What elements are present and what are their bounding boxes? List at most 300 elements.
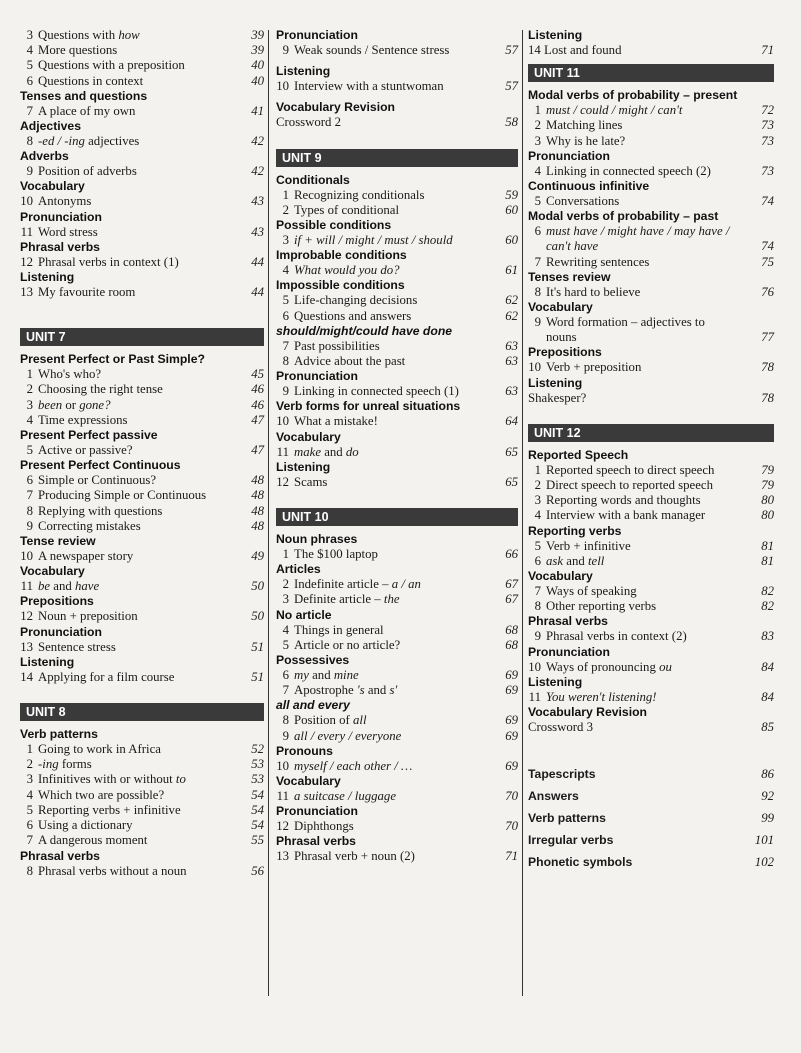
entry-title [38,74,143,88]
back-matter-entry [528,785,774,807]
entry-title [38,833,147,847]
page-number: 69 [505,683,518,698]
section-heading: Pronunciation [528,148,610,163]
entry-title [38,134,139,148]
page-number: 99 [761,811,774,826]
contents-entry [20,772,264,787]
entry-text: and [308,668,334,683]
entry-title [38,225,98,239]
entry-title: Verb patterns [528,811,606,826]
exercise-number: 5 [534,194,541,209]
page-number: 41 [251,103,264,118]
section-heading: Pronunciation [276,804,358,819]
entry-text: Crossword 3 [528,720,594,735]
exercise-number: 7 [282,338,289,353]
entry-italic-text: ask [546,553,564,568]
unit-heading: UNIT 11 [528,64,774,82]
entry-text: 14 Lost and found [528,43,622,57]
section-heading: Vocabulary [20,179,85,194]
section-heading: Reported Speech [528,447,629,462]
entry-italic-text: a suitcase / luggage [294,789,397,804]
exercise-number: 4 [282,263,289,278]
section-heading: Vocabulary Revision [528,705,647,720]
entry-title [38,772,186,786]
entry-text: It's hard to believe [546,284,641,299]
entry-italic-text: to [175,772,186,787]
exercise-number: 7 [26,488,33,503]
entry-text: Questions and answers [294,308,412,323]
entry-title [38,864,187,878]
section-heading: Vocabulary [528,569,593,584]
exercise-number: 3 [282,592,289,607]
entry-title [528,43,621,57]
section-heading: Prepositions [528,345,602,360]
entry-title [294,203,399,217]
contents-entry [528,720,774,735]
entry-italic-text: must / could / might / can't [546,103,683,118]
entry-italic-text: have [74,579,100,594]
contents-entry [276,683,518,698]
contents-entry [276,115,518,130]
contents-entry [276,263,518,278]
entry-text: Apostrophe [294,683,357,698]
exercise-number: 6 [26,818,33,833]
exercise-number: 2 [534,118,541,133]
entry-text: Matching lines [546,118,623,133]
exercise-number: 10 [20,549,33,564]
entry-text: Phrasal verbs without a noun [38,863,187,878]
entry-title [294,79,444,93]
page-number: 54 [251,787,264,802]
entry-italic-text: You weren't listening! [546,689,657,704]
entry-text: Applying for a film course [38,669,175,684]
page-number: 58 [505,115,518,130]
section-heading: Present Perfect Continuous [20,458,181,473]
page-number: 68 [505,637,518,652]
exercise-number: 2 [26,757,33,772]
entry-text: Time expressions [38,412,128,427]
spacer [276,490,518,508]
page-number: 74 [761,194,774,209]
exercise-number: 13 [276,849,289,864]
entry-title [38,367,101,381]
exercise-number: 1 [26,742,33,757]
exercise-number: 4 [534,163,541,178]
exercise-number: 12 [276,474,289,489]
page-number: 72 [761,103,774,118]
contents-entry [20,579,264,594]
contents-entry [528,539,774,554]
contents-entry [528,599,774,614]
exercise-number: 1 [534,103,541,118]
page-number: 57 [505,79,518,94]
contents-entry [20,134,264,149]
contents-entry [528,508,774,523]
spacer [20,685,264,703]
section-heading: Impossible conditions [276,278,405,293]
page-number: 50 [251,579,264,594]
entry-title [38,818,133,832]
entry-text: Simple or Continuous? [38,473,157,488]
section-heading: Adverbs [20,149,69,164]
contents-entry [20,194,264,209]
entry-text: Weak sounds / Sentence stress [294,43,450,57]
entry-title [294,233,453,247]
exercise-number: 10 [20,194,33,209]
contents-entry [528,584,774,599]
entry-title [294,547,378,561]
contents-entry [276,79,518,94]
entry-text: A place of my own [38,103,136,118]
page-number: 69 [505,728,518,743]
entry-title [546,224,729,238]
page-number: 78 [761,390,774,405]
section-heading: Tense review [20,534,96,549]
page-number: 69 [505,713,518,728]
entry-title [38,549,133,563]
page-number: 102 [754,855,774,870]
entry-title [38,164,137,178]
page-number: 57 [505,43,518,57]
entry-text: Correcting mistakes [38,518,141,533]
page-number: 85 [761,720,774,735]
exercise-number: 7 [282,683,289,698]
exercise-number: 4 [26,787,33,802]
entry-title [546,493,701,507]
exercise-number: 3 [534,133,541,148]
entry-text: Conversations [546,194,620,209]
contents-entry [20,443,264,458]
entry-title [38,488,206,502]
entry-title [294,623,384,637]
entry-text: The $100 laptop [294,547,378,562]
contents-entry [276,592,518,607]
contents-entry [528,239,774,254]
section-heading: Vocabulary [276,774,341,789]
page-number: 44 [251,285,264,300]
page-number: 54 [251,802,264,817]
entry-text: Indefinite article – [294,577,392,592]
page-number: 63 [505,384,518,399]
page-number: 60 [505,202,518,217]
exercise-number: 10 [528,360,541,375]
exercise-number: 1 [282,187,289,202]
unit-heading: UNIT 9 [276,149,518,167]
unit-heading: UNIT 7 [20,328,264,346]
entry-title [294,339,380,353]
section-heading: Adjectives [20,119,81,134]
back-matter-entry [528,807,774,829]
contents-entry [276,309,518,324]
entry-title [546,255,649,269]
section-heading: Listening [20,270,75,285]
section-heading: Pronunciation [20,209,102,224]
page-number: 48 [251,473,264,488]
page-number: 50 [251,609,264,624]
entry-title [546,478,713,492]
contents-entry [276,384,518,399]
exercise-number: 7 [534,584,541,599]
section-heading: Pronunciation [20,624,102,639]
entry-italic-text: -ed / -ing [38,134,85,149]
exercise-number: 3 [282,233,289,248]
exercise-number: 8 [26,134,33,149]
entry-text: Which two are possible? [38,787,165,802]
contents-entry [20,285,264,300]
entry-text: forms [58,757,92,772]
page-number: 74 [761,239,774,254]
entry-italic-text: 's [356,683,365,698]
page-number: 80 [761,493,774,508]
entry-italic-text: my [294,668,309,683]
page-number: 42 [251,164,264,179]
exercise-number: 6 [282,668,289,683]
entry-title [38,28,140,42]
entry-text: adjectives [84,134,140,149]
contents-entry [528,43,774,58]
entry-italic-text: What would you do? [294,263,400,278]
page-number: 81 [761,553,774,568]
contents-entry [20,225,264,240]
entry-text: and [364,683,390,698]
page-number: 39 [251,43,264,58]
section-heading: Tenses and questions [20,88,148,103]
page-number: 45 [251,367,264,382]
entry-text: and [321,444,346,459]
exercise-number: 2 [282,202,289,217]
exercise-number: 7 [26,833,33,848]
entry-text: Antonyms [38,194,92,209]
page-number: 75 [761,254,774,269]
contents-entry [276,354,518,369]
page-number: 59 [505,187,518,202]
exercise-number: 5 [534,538,541,553]
contents-entry [20,413,264,428]
contents-entry [528,134,774,149]
exercise-number: 8 [282,354,289,369]
entry-italic-text: gone? [79,397,111,412]
section-heading: Listening [528,375,583,390]
entry-title [38,58,185,72]
entry-italic-text: how [118,28,140,42]
entry-italic-text: all / every / everyone [294,728,402,743]
page-number: 86 [761,767,774,782]
page-number: 78 [761,360,774,375]
entry-title [294,414,378,428]
exercise-number: 9 [282,43,289,57]
entry-title [38,255,179,269]
section-heading: Verb forms for unreal situations [276,399,461,414]
exercise-number: 12 [20,609,33,624]
page-number: 51 [251,639,264,654]
entry-text: Verb + preposition [546,360,642,375]
entry-text: Choosing the right tense [38,382,163,397]
contents-entry [528,360,774,375]
exercise-number: 11 [528,689,541,704]
contents-entry [276,233,518,248]
entry-title [38,398,111,412]
entry-italic-text: ou [659,659,672,674]
exercise-number: 10 [276,79,289,94]
page-number: 66 [505,547,518,562]
entry-title [294,43,449,57]
contents-entry [20,58,264,73]
entry-title [38,43,117,57]
entry-title [38,609,138,623]
entry-italic-text: s' [389,683,398,698]
spacer [528,406,774,424]
entry-title [294,789,396,803]
contents-entry [20,803,264,818]
contents-entry [528,118,774,133]
entry-text: Direct speech to reported speech [546,478,713,493]
entry-title [546,584,637,598]
contents-entry [20,670,264,685]
entry-title [546,554,604,568]
contents-column-2 [276,28,518,865]
exercise-number: 8 [26,503,33,518]
section-heading: Phrasal verbs [528,614,608,629]
page-number: 47 [251,412,264,427]
exercise-number: 13 [20,639,33,654]
entry-text: Producing Simple or Continuous [38,488,207,503]
exercise-number: 2 [26,382,33,397]
entry-text: Position of [294,713,354,728]
entry-text: Diphthongs [294,819,354,834]
entry-italic-text: -ing [38,757,59,772]
contents-entry [20,398,264,413]
entry-text: Linking in connected speech (2) [546,163,711,178]
exercise-number: 1 [282,547,289,562]
page-number: 49 [251,549,264,564]
entry-text: Interview with a stuntwoman [294,79,444,94]
exercise-number: 4 [282,622,289,637]
exercise-number: 2 [282,577,289,592]
entry-title [38,742,161,756]
contents-column-1 [20,28,264,879]
page-number: 79 [761,462,774,477]
page-number: 71 [505,849,518,864]
section-heading: Modal verbs of probability – past [528,209,719,224]
contents-entry [20,382,264,397]
contents-entry [276,475,518,490]
exercise-number: 11 [20,224,33,239]
entry-text: Sentence stress [38,639,116,654]
exercise-number: 11 [20,579,33,594]
page-number: 73 [761,163,774,178]
contents-entry [276,339,518,354]
exercise-number: 5 [26,802,33,817]
exercise-number: 9 [26,164,33,179]
exercise-number: 6 [26,73,33,88]
entry-title [546,164,711,178]
entry-text: Why is he late? [546,133,626,148]
exercise-number: 12 [276,819,289,834]
contents-entry [276,445,518,460]
entry-text: Reporting words and thoughts [546,493,701,508]
page-number: 39 [251,28,264,42]
section-heading: Listening [276,64,331,79]
entry-title [38,670,174,684]
section-heading: Modal verbs of probability – present [528,88,738,103]
back-matter-entry [528,851,774,873]
contents-entry [276,789,518,804]
section-heading: Present Perfect passive [20,428,158,443]
entry-italic-text: if + will / might / must / should [294,233,453,248]
entry-text: Past possibilities [294,338,380,353]
entry-text: Reported speech to direct speech [546,462,715,477]
page-number: 43 [251,194,264,209]
entry-title [294,683,397,697]
page-number: 84 [761,689,774,704]
entry-title [294,475,327,489]
contents-entry [528,478,774,493]
exercise-number: 9 [534,315,541,330]
page-number: 48 [251,518,264,533]
entry-italic-text: do [345,444,359,459]
section-heading: Phrasal verbs [276,834,356,849]
contents-entry [20,488,264,503]
entry-title: Tapescripts [528,767,596,782]
contents-entry [276,43,518,58]
section-heading: Listening [20,654,75,669]
contents-entry [20,864,264,879]
page-number: 71 [761,43,774,57]
entry-text: Recognizing conditionals [294,187,425,202]
spacer [20,300,264,328]
back-matter-entry [528,763,774,785]
page-number: 65 [505,474,518,489]
entry-title [546,599,656,613]
contents-entry [528,224,774,239]
contents-entry [20,788,264,803]
section-heading: Pronunciation [528,644,610,659]
section-heading: Prepositions [20,594,94,609]
entry-text: Ways of speaking [546,584,637,599]
page-number: 82 [761,584,774,599]
entry-title [294,293,417,307]
section-heading: Present Perfect or Past Simple? [20,352,205,367]
entry-title [294,729,401,743]
section-heading: Continuous infinitive [528,179,650,194]
back-matter-entry [528,829,774,851]
entry-title [38,382,163,396]
entry-text: Advice about the past [294,354,406,369]
entry-title [294,309,411,323]
entry-italic-text: can't have [546,239,599,254]
unit-heading: UNIT 8 [20,703,264,721]
entry-text: Using a dictionary [38,818,133,833]
contents-entry [276,203,518,218]
contents-entry [528,315,774,330]
page-number: 56 [251,863,264,878]
entry-title [294,713,367,727]
contents-entry [528,660,774,675]
page-number: 46 [251,397,264,412]
section-heading: Reporting verbs [528,523,622,538]
entry-text: Replying with questions [38,503,163,518]
exercise-number: 5 [26,443,33,458]
contents-entry [20,74,264,89]
entry-text: Infinitives with or without [38,772,176,787]
contents-entry [276,849,518,864]
page-number: 84 [761,659,774,674]
contents-entry [20,609,264,624]
contents-entry [276,188,518,203]
contents-entry [528,164,774,179]
entry-title [546,330,577,344]
contents-entry [528,690,774,705]
